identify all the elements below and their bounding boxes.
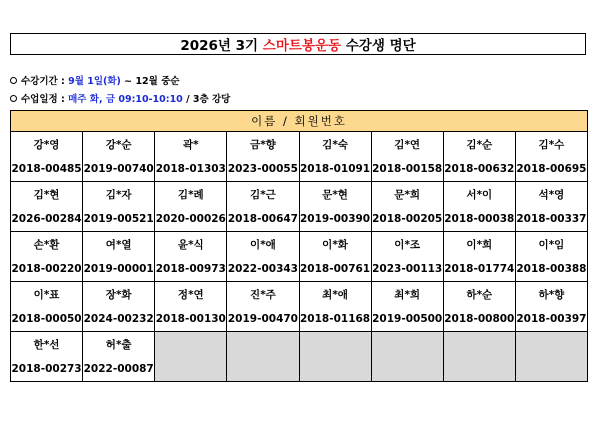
member-id: 2018-00337 [515,207,587,232]
member-name: 강*영 [11,132,83,158]
member-name: 김*례 [155,182,227,208]
member-name: 장*화 [83,282,155,308]
member-id: 2018-00050 [11,307,83,332]
member-id: 2018-00388 [515,257,587,282]
table-row [11,157,588,182]
member-id: 2023-00055 [227,157,299,182]
member-id: 2018-00397 [515,307,587,332]
empty-cell [227,332,299,382]
member-name: 손*환 [11,232,83,258]
member-id: 2019-00390 [299,207,371,232]
member-id: 2018-01091 [299,157,371,182]
roster-header: 이름 / 회원번호 [11,111,588,132]
info-schedule [10,91,230,105]
member-name: 문*현 [299,182,371,208]
member-id: 2018-00220 [11,257,83,282]
member-id: 2018-01168 [299,307,371,332]
empty-cell [299,332,371,382]
member-id: 2018-00647 [227,207,299,232]
member-name: 이*희 [443,232,515,258]
member-id: 2018-00038 [443,207,515,232]
member-name: 곽* [155,132,227,158]
table-row [11,282,588,308]
member-name: 김*연 [371,132,443,158]
member-name: 정*연 [155,282,227,308]
circle-bullet-icon [10,95,17,102]
member-id: 2018-00205 [371,207,443,232]
member-name: 김*순 [443,132,515,158]
member-name: 한*선 [11,332,83,358]
member-id: 2018-00273 [11,357,83,382]
info-schedule-value: 매주 화, 금 09:10-10:10 [68,94,183,105]
member-name: 이*조 [371,232,443,258]
table-row [11,182,588,208]
member-name: 허*출 [83,332,155,358]
member-name: 하*향 [515,282,587,308]
member-name: 여*열 [83,232,155,258]
member-name: 하*순 [443,282,515,308]
member-name: 서*이 [443,182,515,208]
info-period-value: 9월 1일(화) [68,76,121,87]
member-name: 문*희 [371,182,443,208]
info-period-label: 수강기간 : [21,76,69,87]
empty-cell [443,332,515,382]
empty-cell [515,332,587,382]
info-period [10,73,180,87]
member-id: 2018-01774 [443,257,515,282]
member-id: 2019-00470 [227,307,299,332]
info-period-rest: ~ 12월 중순 [120,76,180,87]
member-name: 윤*식 [155,232,227,258]
document-title [10,33,586,55]
member-name: 최*희 [371,282,443,308]
member-id: 2018-00761 [299,257,371,282]
member-name: 이*애 [227,232,299,258]
member-name: 금*향 [227,132,299,158]
member-id: 2019-00500 [371,307,443,332]
member-name: 김*수 [515,132,587,158]
member-id: 2018-00158 [371,157,443,182]
info-schedule-rest: / 3층 강당 [182,94,231,105]
member-id: 2018-01303 [155,157,227,182]
member-id: 2023-00113 [371,257,443,282]
member-name: 김*현 [11,182,83,208]
member-id: 2019-00521 [83,207,155,232]
table-row [11,207,588,232]
member-name: 강*순 [83,132,155,158]
member-name: 김*근 [227,182,299,208]
member-id: 2026-00284 [11,207,83,232]
title-prefix: 2026년 3기 [180,38,263,54]
member-id: 2018-00632 [443,157,515,182]
member-id: 2018-00800 [443,307,515,332]
table-row [11,232,588,258]
table-row [11,332,588,358]
table-row [11,307,588,332]
circle-bullet-icon [10,77,17,84]
empty-cell [371,332,443,382]
member-name: 김*자 [83,182,155,208]
member-id: 2018-00485 [11,157,83,182]
member-id: 2018-00130 [155,307,227,332]
member-name: 이*임 [515,232,587,258]
member-name: 김*숙 [299,132,371,158]
member-id: 2019-00740 [83,157,155,182]
member-id: 2022-00087 [83,357,155,382]
member-id: 2020-00026 [155,207,227,232]
title-program: 스마트봉운동 [262,38,342,54]
member-name: 최*애 [299,282,371,308]
member-id: 2018-00695 [515,157,587,182]
title-suffix: 수강생 명단 [341,38,416,54]
member-name: 진*주 [227,282,299,308]
empty-cell [155,332,227,382]
roster-table [10,110,588,382]
table-row [11,132,588,158]
table-row [11,257,588,282]
member-id: 2024-00232 [83,307,155,332]
info-schedule-label: 수업일정 : [21,94,69,105]
member-id: 2018-00973 [155,257,227,282]
member-name: 이*표 [11,282,83,308]
member-name: 이*화 [299,232,371,258]
member-id: 2022-00343 [227,257,299,282]
member-name: 석*영 [515,182,587,208]
member-id: 2019-00001 [83,257,155,282]
